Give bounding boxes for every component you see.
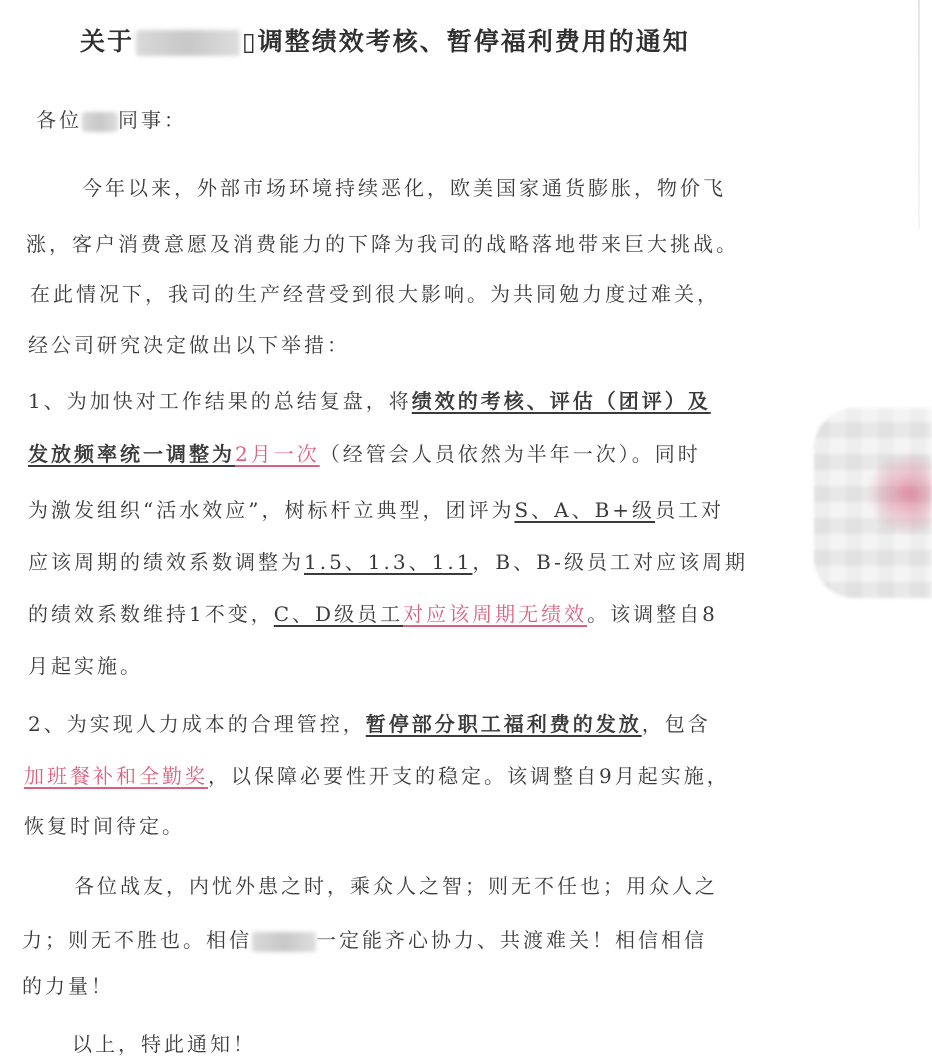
item1-red-frequency: 2月一次 bbox=[235, 442, 320, 466]
blurred-seal-stamp bbox=[814, 408, 932, 598]
item1-line-5: 的绩效系数维持1不变，C、D级员工对应该周期无绩效。该调整自8 bbox=[28, 602, 718, 626]
item2-underlined-text: 暂停部分职工福利费的发放 bbox=[365, 712, 642, 736]
intro-line-4: 经公司研究决定做出以下举措： bbox=[28, 333, 350, 357]
item1-line-4: 应该周期的绩效系数调整为1.5、1.3、1.1，B、B-级员工对应该周期 bbox=[28, 550, 748, 574]
item1-line-1: 1、为加快对工作结果的总结复盘，将绩效的考核、评估（团评）及 bbox=[28, 389, 711, 413]
redacted-company-name-2 bbox=[252, 932, 316, 952]
item1-underlined-text: 绩效的考核、评估（团评）及 bbox=[411, 389, 711, 413]
item2-line-3: 恢复时间待定。 bbox=[24, 814, 185, 838]
item1-line-6: 月起实施。 bbox=[28, 654, 143, 678]
page-edge-shadow bbox=[918, 0, 920, 230]
item1-line-3: 为激发组织“活水效应”，树标杆立典型，团评为S、A、B+级员工对 bbox=[28, 498, 725, 522]
closing-line-2: 力；则无不胜也。相信 一定能齐心协力、共渡难关！相信相信 bbox=[22, 928, 707, 952]
title-suffix: ▯调整绩效考核、暂停福利费用的通知 bbox=[242, 27, 690, 56]
intro-line-3: 在此情况下，我司的生产经营受到很大影响。为共同勉力度过难关， bbox=[30, 282, 720, 306]
closing-line-1: 各位战友，内忧外患之时，乘众人之智；则无不任也；用众人之 bbox=[74, 874, 718, 898]
item2-red-benefits: 加班餐补和全勤奖 bbox=[24, 764, 208, 788]
notice-title bbox=[80, 22, 840, 58]
redacted-name bbox=[82, 112, 118, 132]
intro-line-2: 涨，客户消费意愿及消费能力的下降为我司的战略落地带来巨大挑战。 bbox=[26, 232, 739, 256]
intro-line-1: 今年以来，外部市场环境持续恶化，欧美国家通货膨胀，物价飞 bbox=[82, 176, 726, 200]
closing-line-4: 以上，特此通知！ bbox=[72, 1032, 256, 1056]
greeting: 各位 同事： bbox=[36, 108, 187, 132]
title-prefix: 关于 bbox=[80, 27, 135, 56]
item2-line-1: 2、为实现人力成本的合理管控，暂停部分职工福利费的发放，包含 bbox=[28, 712, 711, 736]
item1-red-no-bonus: 对应该周期无绩效 bbox=[403, 602, 588, 626]
closing-line-3: 的力量！ bbox=[22, 974, 114, 998]
item1-line-2: 发放频率统一调整为2月一次（经管会人员依然为半年一次）。同时 bbox=[28, 442, 701, 466]
redacted-company-name bbox=[136, 30, 240, 56]
item2-line-2: 加班餐补和全勤奖，以保障必要性开支的稳定。该调整自9月起实施， bbox=[24, 764, 730, 788]
